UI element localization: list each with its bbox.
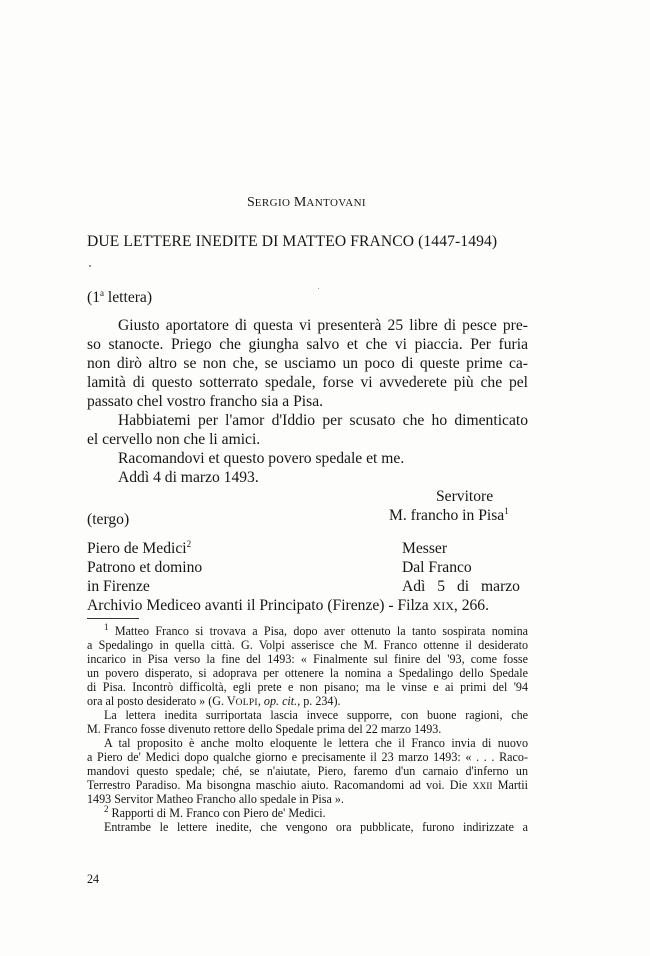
- archive-text: , 266.: [453, 597, 489, 614]
- address-left-line-2: Patrono et domino: [87, 559, 203, 576]
- footnote-1-line: incarico in Pisa verso la fine del 1493: « Finalmente sul finire del '93, come fosse: [87, 652, 528, 666]
- footnote-text: ora al posto desiderato » (G.: [87, 694, 227, 708]
- footnote-1-text: Matteo Franco si trovava a Pisa, dopo aver ottenuto la tanto sospirata nomina: [114, 624, 528, 638]
- footnote-1-line: a Piero de' Medici dopo qualche giorno e precisamente il 23 marzo 1493: « . . . Raco-: [87, 750, 528, 764]
- author-first-initial: S: [247, 195, 255, 210]
- article-title: DUE LETTERE INEDITE DI MATTEO FRANCO (1447-1494): [87, 233, 498, 250]
- roman-date: XXII: [472, 782, 493, 792]
- verso-label: (tergo): [87, 511, 130, 528]
- print-speck: [89, 265, 91, 267]
- letter-heading-close: lettera): [104, 289, 153, 306]
- footnote-2-line: Entrambe le lettere inedite, che vengono ora pubblicate, furono indirizzate a: [104, 820, 528, 834]
- body-line: Giusto aportatore di questa vi presenterà 25 libre di pesce pre-: [118, 317, 528, 334]
- footnote-1-line: A tal proposito è anche molto eloquente le lettera che il Franco invia di nuovo: [104, 736, 528, 750]
- footnote-2-text: Rapporti di M. Franco con Piero de' Medici.: [111, 806, 326, 820]
- footnote-1-line: M. Franco fosse divenuto rettore dello Spedale prima del 22 marzo 1493.: [87, 722, 442, 736]
- author-name: [247, 195, 366, 211]
- footnote-text: Terrestro Paradiso. Ma bisongna maschio aiuto. Racomandomi ad voi. Die: [87, 778, 468, 792]
- footnote-1-line-6: [87, 694, 341, 709]
- archive-filza-number: XIX: [432, 599, 454, 613]
- body-line: el cervello non che li amici.: [87, 431, 261, 448]
- op-cit: op. cit.: [263, 694, 298, 708]
- address-right-line-1: Messer: [402, 540, 448, 557]
- page-number: 24: [87, 872, 100, 886]
- footnote-ref-1: 1: [504, 505, 509, 516]
- signature-line-2: [389, 507, 509, 525]
- address-recipient: Piero de Medici: [87, 540, 187, 557]
- footnote-2-line-1: [104, 803, 326, 821]
- footnote-text: ,: [257, 694, 264, 708]
- footnote-2-mark: 2: [104, 803, 109, 814]
- footnote-1-line: a Spedalingo in quella città. G. Volpi asserisce che M. Franco ottenne il desiderato: [87, 638, 528, 652]
- letter-heading: [87, 289, 152, 307]
- print-speck: [318, 288, 319, 289]
- cited-author-rest: OLPI: [235, 698, 258, 708]
- letter-heading-open: (1: [87, 289, 100, 306]
- letter-date: Addì 4 di marzo 1493.: [118, 469, 259, 486]
- body-line: so stanocte. Priego che giungha salvo et che vi piaccia. Per furia: [87, 336, 528, 353]
- signature-line-1: Servitore: [436, 488, 494, 505]
- author-last-rest: ANTOVANI: [306, 197, 366, 209]
- cited-author-initial: V: [226, 694, 236, 708]
- footnote-1-line: di Pisa. Incontrò difficoltà, egli prete e non pisano; ma le vinse e ai primi del '94: [87, 680, 528, 694]
- address-right-line-3: Adì 5 di marzo: [402, 578, 520, 595]
- footnote-1-line: La lettera inedita surriportata lascia invece supporre, con buone ragioni, che: [104, 708, 528, 722]
- address-left-line-3: in Firenze: [87, 578, 150, 595]
- footnote-separator: [87, 618, 139, 619]
- signature-name: M. francho in Pisa: [389, 507, 505, 524]
- body-line: Habbiatemi per l'amor d'Iddio per scusato che ho dimenticato: [118, 412, 528, 429]
- author-first-rest: ERGIO: [254, 197, 291, 209]
- archive-citation-visible: [87, 597, 489, 615]
- footnote-1-line: 1493 Servitor Matheo Francho allo spedale in Pisa ».: [87, 792, 344, 806]
- body-line: non dirò altro se non che, se usciamo un poco di queste prime ca-: [87, 355, 528, 372]
- body-line: lamità di questo sotterrato spedale, forse vi avvederete più che pel: [87, 374, 528, 391]
- footnote-text: Martii: [497, 778, 528, 792]
- footnote-1-mark: 1: [104, 621, 109, 632]
- footnote-1-line: un povero disperato, si adoprava per ottenere la nomina a Spedalingo dello Spedale: [87, 666, 528, 680]
- footnote-1-line-12: [87, 778, 528, 793]
- letter-heading-sup: a: [100, 287, 104, 298]
- archive-text: Archivio Mediceo avanti il Principato (Firenze) - Filza: [87, 597, 433, 614]
- author-last-initial: M: [293, 195, 307, 210]
- address-right-line-2: Dal Franco: [402, 559, 472, 576]
- address-left-line-1: [87, 540, 191, 558]
- body-line: passato chel vostro francho sia a Pisa.: [87, 393, 324, 410]
- footnote-ref-2: 2: [186, 538, 192, 549]
- footnote-1-line-1: [104, 621, 528, 639]
- footnote-text: , p. 234).: [297, 694, 341, 708]
- body-line: Racomandovi et questo povero spedale et me.: [118, 450, 405, 467]
- footnote-1-line: mandovi questo spedale; ché, se n'aiutate, Piero, faremo d'un carnaio d'inferno un: [87, 764, 528, 778]
